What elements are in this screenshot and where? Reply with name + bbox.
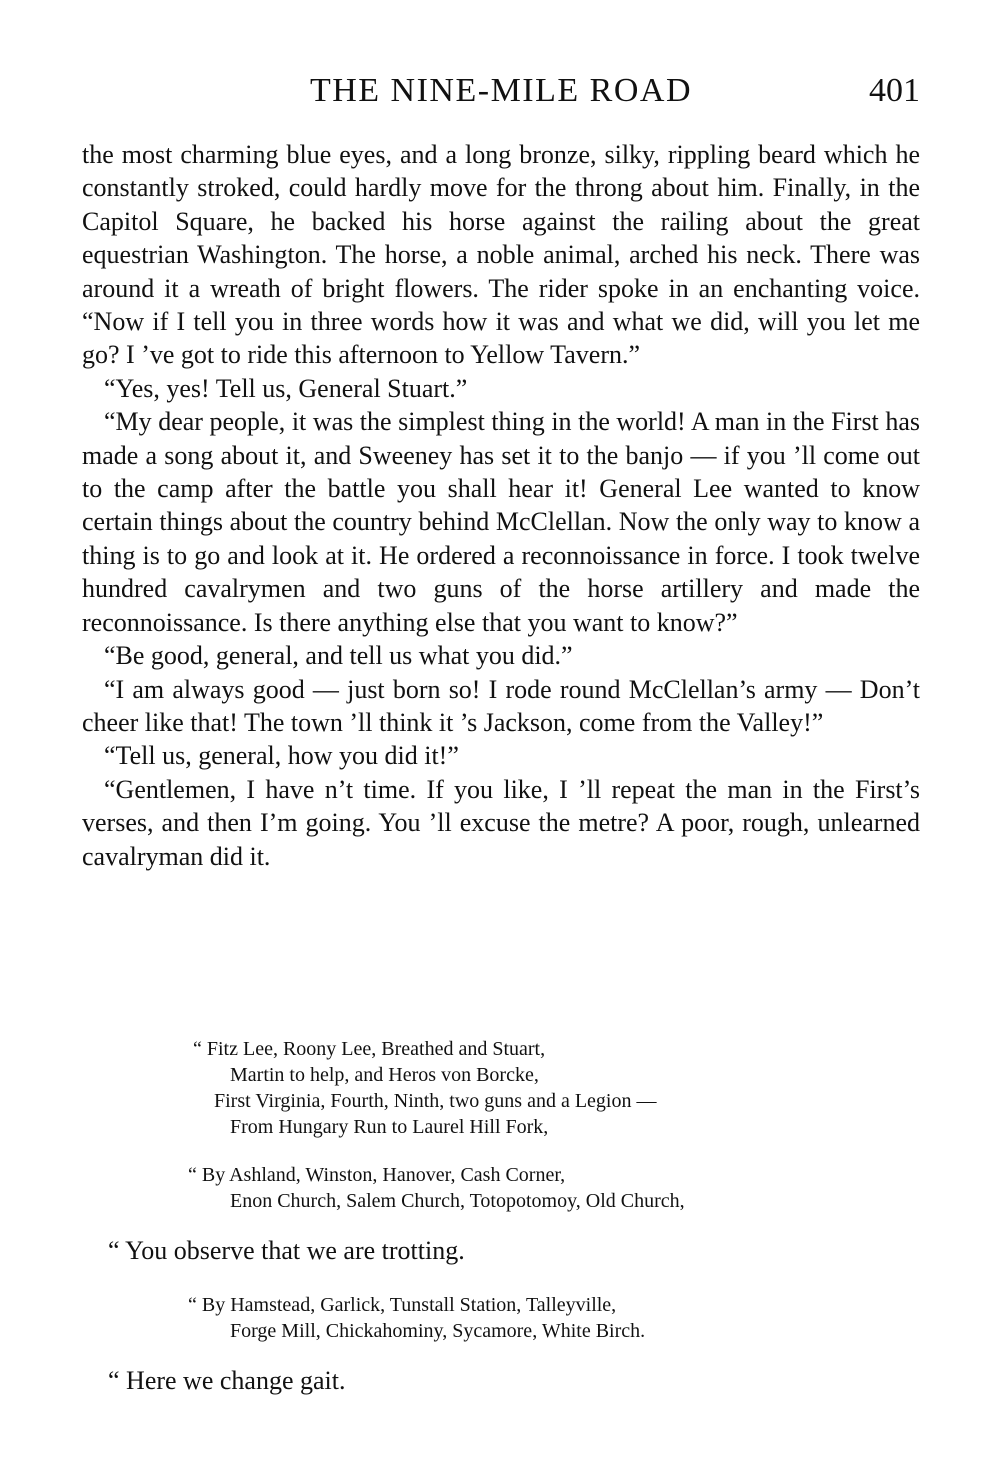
verse-line: Martin to help, and Heros von Borcke, [230,1064,539,1086]
verse-line: “ By Hamstead, Garlick, Tunstall Station, Talleyville, [188,1294,617,1316]
paragraph: “Be good, general, and tell us what you did.” [104,641,573,671]
verse-line: Enon Church, Salem Church, Totopotomoy, Old Church, [230,1190,685,1212]
running-title: THE NINE-MILE ROAD [309,72,693,109]
paragraph: “Tell us, general, how you did it!” [104,741,459,771]
verse-line: First Virginia, Fourth, Ninth, two guns and a Legion — [214,1090,657,1112]
verse-line: “ Fitz Lee, Roony Lee, Breathed and Stuart, [193,1038,546,1060]
paragraph-continued: the most charming blue eyes, and a long bronze, silky, rippling beard which he constantly stroked, could hardly move for the throng about him. Finally, in the Capitol Square, he backed his horse against the railing about the great equestrian Washington. The horse, a noble animal, arched his neck. There was around it a wreath of bright flowers. The rider spoke in an enchanting voice. “Now if I tell you in three words how it was and what we did, will you let me go? I ’ve got to ride this afternoon to Yellow Tavern.” [82,140,920,370]
running-head [82,72,920,116]
verse-line: From Hungary Run to Laurel Hill Fork, [230,1116,549,1138]
verse-line: Forge Mill, Chickahominy, Sycamore, White Birch. [230,1320,646,1342]
page-number: 401 [869,72,920,109]
paragraph: “Gentlemen, I have n’t time. If you like, I ’ll repeat the man in the First’s verses, and then I’m going. You ’ll excuse the metre? A poor, rough, unlearned cavalryman did it. [82,774,920,871]
body-text [82,138,920,873]
spoken-remark: “ Here we change gait. [108,1366,346,1395]
paragraph: “I am always good — just born so! I rode round McClellan’s army — Don’t cheer like that! The town ’ll think it ’s Jackson, come from the Valley!” [82,674,920,737]
paragraph: “Yes, yes! Tell us, General Stuart.” [104,373,468,403]
paragraph: “My dear people, it was the simplest thing in the world! A man in the First has made a song about it, and Sweeney has set it to the banjo — if you ’ll come out to the camp after the battle you shall hear it! General Lee wanted to know certain things about the country behind McClellan. Now the only way to know a thing is to go and look at it. He ordered a reconnoissance in force. I took twelve hundred cavalrymen and two guns of the horse artillery and made the reconnoissance. Is there anything else that you want to know?” [82,407,920,637]
spoken-remark: “ You observe that we are trotting. [108,1236,465,1265]
verse-line: “ By Ashland, Winston, Hanover, Cash Corner, [188,1164,566,1186]
